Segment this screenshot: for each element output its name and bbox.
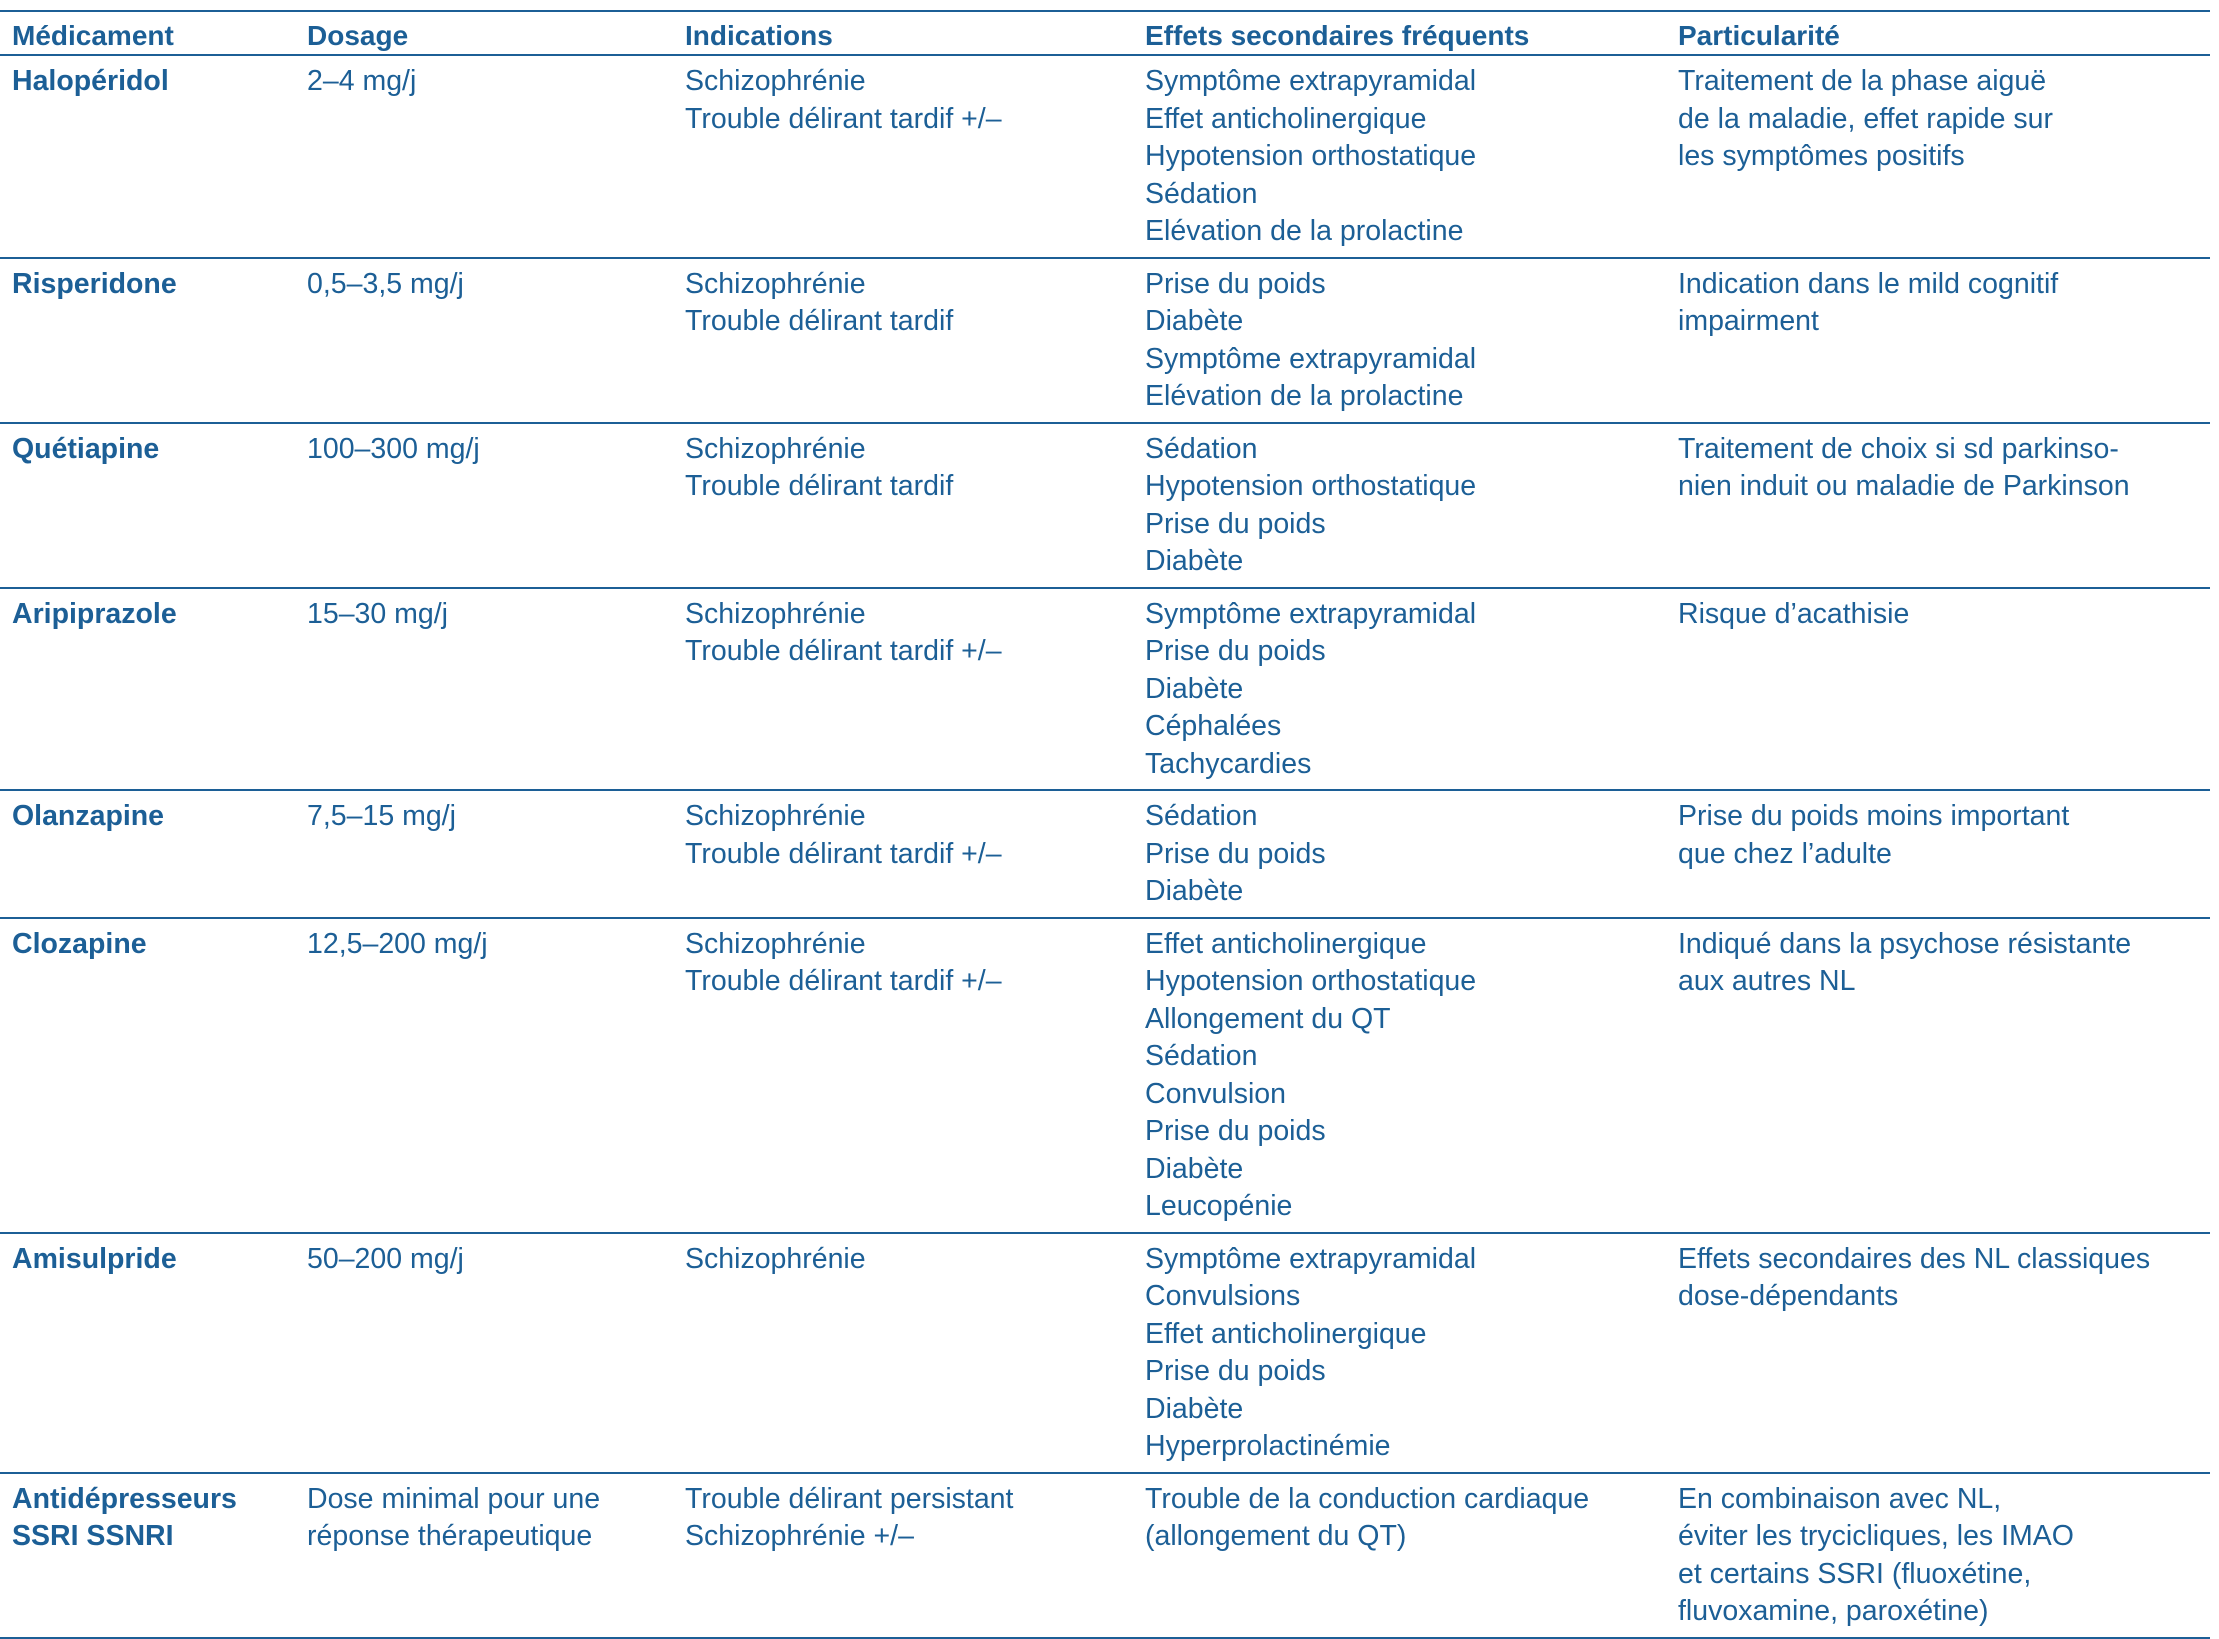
cell-line: Trouble délirant tardif +/–	[685, 837, 1002, 870]
cell-line: Schizophrénie	[685, 1242, 866, 1275]
cell-particularite	[1666, 918, 2210, 1233]
cell-line: Prise du poids	[1145, 507, 1326, 540]
cell-line: Clozapine	[12, 927, 147, 960]
cell-line: Schizophrénie +/–	[685, 1520, 914, 1552]
cell-line: Convulsion	[1145, 1077, 1286, 1110]
header-dosage: Dosage	[295, 11, 673, 55]
cell-indications	[673, 588, 1133, 791]
cell-line: En combinaison avec NL,	[1678, 1482, 2002, 1515]
table-row	[0, 918, 2210, 1233]
cell-indications	[673, 258, 1133, 423]
cell-line: Effets secondaires des NL classiques	[1678, 1242, 2151, 1275]
cell-line: Trouble délirant tardif	[685, 305, 954, 337]
cell-line: Prise du poids	[1145, 1115, 1326, 1147]
cell-line: Dose minimal pour une	[307, 1482, 601, 1515]
cell-line: Olanzapine	[12, 800, 165, 832]
cell-effets-secondaires	[1133, 588, 1666, 791]
cell-line: Tachycardies	[1145, 747, 1312, 780]
cell-line: 2–4 mg/j	[307, 65, 417, 97]
cell-particularite	[1666, 1473, 2210, 1638]
cell-line: 50–200 mg/j	[307, 1242, 464, 1275]
cell-line: Schizophrénie	[685, 432, 866, 465]
cell-line: Schizophrénie	[685, 65, 866, 97]
table-row	[0, 1473, 2210, 1638]
cell-medicament	[0, 1473, 295, 1638]
cell-dosage	[295, 258, 673, 423]
cell-line: Symptôme extrapyramidal	[1145, 342, 1477, 375]
cell-effets-secondaires	[1133, 258, 1666, 423]
cell-line: Symptôme extrapyramidal	[1145, 65, 1477, 97]
cell-line: Indication dans le mild cognitif	[1678, 267, 2059, 300]
cell-line: Amisulpride	[12, 1242, 177, 1275]
cell-line: Elévation de la prolactine	[1145, 215, 1464, 247]
cell-line: Trouble délirant tardif	[685, 470, 954, 502]
cell-line: Schizophrénie	[685, 597, 866, 630]
cell-indications	[673, 790, 1133, 918]
cell-line: Traitement de la phase aiguë	[1678, 65, 2047, 97]
cell-medicament	[0, 423, 295, 588]
cell-line: Prise du poids	[1145, 837, 1326, 870]
cell-indications	[673, 918, 1133, 1233]
cell-medicament	[0, 790, 295, 918]
cell-dosage	[295, 790, 673, 918]
cell-particularite	[1666, 790, 2210, 918]
medication-table	[0, 10, 2210, 1639]
cell-dosage	[295, 1233, 673, 1473]
cell-line: Schizophrénie	[685, 800, 866, 832]
cell-line: éviter les trycicliques, les IMAO	[1678, 1520, 2074, 1552]
cell-line: Prise du poids	[1145, 1355, 1326, 1387]
cell-line: 7,5–15 mg/j	[307, 800, 456, 832]
cell-line: Symptôme extrapyramidal	[1145, 597, 1477, 630]
cell-line: Risperidone	[12, 267, 177, 300]
cell-effets-secondaires	[1133, 423, 1666, 588]
cell-line: nien induit ou maladie de Parkinson	[1678, 470, 2130, 502]
cell-line: les symptômes positifs	[1678, 140, 1965, 172]
cell-line: impairment	[1678, 305, 1819, 337]
cell-line: Antidépresseurs	[12, 1482, 237, 1515]
table-row	[0, 588, 2210, 791]
cell-line: Sédation	[1145, 1040, 1258, 1072]
cell-medicament	[0, 918, 295, 1233]
cell-indications	[673, 1473, 1133, 1638]
cell-line: Trouble délirant tardif +/–	[685, 635, 1002, 667]
table-body	[0, 55, 2210, 1638]
cell-line: aux autres NL	[1678, 965, 1856, 997]
cell-line: Diabète	[1145, 305, 1244, 337]
cell-line: dose-dépendants	[1678, 1280, 1899, 1312]
header-indications: Indications	[673, 11, 1133, 55]
cell-line: Diabète	[1145, 875, 1244, 907]
cell-line: Trouble délirant tardif +/–	[685, 965, 1002, 997]
cell-line: Diabète	[1145, 1152, 1244, 1185]
cell-line: Allongement du QT	[1145, 1002, 1391, 1035]
cell-line: Schizophrénie	[685, 267, 866, 300]
header-medicament: Médicament	[0, 11, 295, 55]
cell-particularite	[1666, 423, 2210, 588]
cell-line: Diabète	[1145, 672, 1244, 705]
cell-line: Sédation	[1145, 177, 1258, 210]
cell-particularite	[1666, 258, 2210, 423]
cell-line: Hypotension orthostatique	[1145, 965, 1477, 997]
cell-line: de la maladie, effet rapide sur	[1678, 102, 2053, 135]
table-row	[0, 423, 2210, 588]
cell-line: Effet anticholinergique	[1145, 102, 1427, 135]
cell-line: Risque d’acathisie	[1678, 597, 1910, 630]
cell-line: Trouble de la conduction cardiaque	[1145, 1482, 1590, 1515]
cell-line: et certains SSRI (fluoxétine,	[1678, 1557, 2032, 1590]
cell-particularite	[1666, 1233, 2210, 1473]
cell-line: Prise du poids	[1145, 635, 1326, 667]
cell-line: Halopéridol	[12, 65, 169, 97]
cell-line: 100–300 mg/j	[307, 432, 480, 465]
cell-medicament	[0, 1233, 295, 1473]
cell-line: Hypotension orthostatique	[1145, 470, 1477, 502]
cell-line: Effet anticholinergique	[1145, 1317, 1427, 1350]
cell-line: Traitement de choix si sd parkinso-	[1678, 432, 2119, 465]
cell-effets-secondaires	[1133, 1233, 1666, 1473]
cell-line: Elévation de la prolactine	[1145, 380, 1464, 412]
cell-line: SSRI SSNRI	[12, 1520, 174, 1552]
cell-line: Leucopénie	[1145, 1190, 1293, 1222]
cell-indications	[673, 55, 1133, 258]
cell-particularite	[1666, 588, 2210, 791]
header-row	[0, 11, 2210, 55]
cell-effets-secondaires	[1133, 1473, 1666, 1638]
cell-line: Céphalées	[1145, 710, 1282, 742]
cell-dosage	[295, 918, 673, 1233]
cell-medicament	[0, 55, 295, 258]
cell-line: Prise du poids moins important	[1678, 800, 2070, 832]
cell-line: 12,5–200 mg/j	[307, 927, 488, 960]
table-row	[0, 790, 2210, 918]
cell-effets-secondaires	[1133, 790, 1666, 918]
cell-dosage	[295, 588, 673, 791]
cell-particularite	[1666, 55, 2210, 258]
cell-medicament	[0, 588, 295, 791]
cell-effets-secondaires	[1133, 55, 1666, 258]
cell-line: Hypotension orthostatique	[1145, 140, 1477, 172]
cell-line: Trouble délirant tardif +/–	[685, 102, 1002, 135]
cell-line: Trouble délirant persistant	[685, 1482, 1014, 1515]
cell-indications	[673, 423, 1133, 588]
cell-line: Symptôme extrapyramidal	[1145, 1242, 1477, 1275]
cell-line: Diabète	[1145, 1392, 1244, 1425]
cell-line: Quétiapine	[12, 432, 160, 465]
cell-dosage	[295, 55, 673, 258]
cell-line: Effet anticholinergique	[1145, 927, 1427, 960]
cell-line: (allongement du QT)	[1145, 1520, 1407, 1552]
cell-line: 15–30 mg/j	[307, 597, 449, 630]
table-row	[0, 55, 2210, 258]
cell-medicament	[0, 258, 295, 423]
cell-effets-secondaires	[1133, 918, 1666, 1233]
header-effets-secondaires: Effets secondaires fréquents	[1133, 11, 1666, 55]
cell-line: que chez l’adulte	[1678, 837, 1892, 870]
cell-line: Hyperprolactinémie	[1145, 1430, 1391, 1462]
cell-dosage	[295, 1473, 673, 1638]
cell-line: Sédation	[1145, 800, 1258, 832]
header-particularite: Particularité	[1666, 11, 2210, 55]
cell-line: Sédation	[1145, 432, 1258, 465]
cell-dosage	[295, 423, 673, 588]
cell-line: Schizophrénie	[685, 927, 866, 960]
table-row	[0, 1233, 2210, 1473]
cell-line: 0,5–3,5 mg/j	[307, 267, 464, 300]
cell-line: Aripiprazole	[12, 597, 177, 630]
table-row	[0, 258, 2210, 423]
cell-line: réponse thérapeutique	[307, 1520, 593, 1552]
cell-indications	[673, 1233, 1133, 1473]
cell-line: fluvoxamine, paroxétine)	[1678, 1595, 1989, 1627]
cell-line: Convulsions	[1145, 1280, 1301, 1312]
cell-line: Indiqué dans la psychose résistante	[1678, 927, 2132, 960]
cell-line: Diabète	[1145, 545, 1244, 577]
cell-line: Prise du poids	[1145, 267, 1326, 300]
